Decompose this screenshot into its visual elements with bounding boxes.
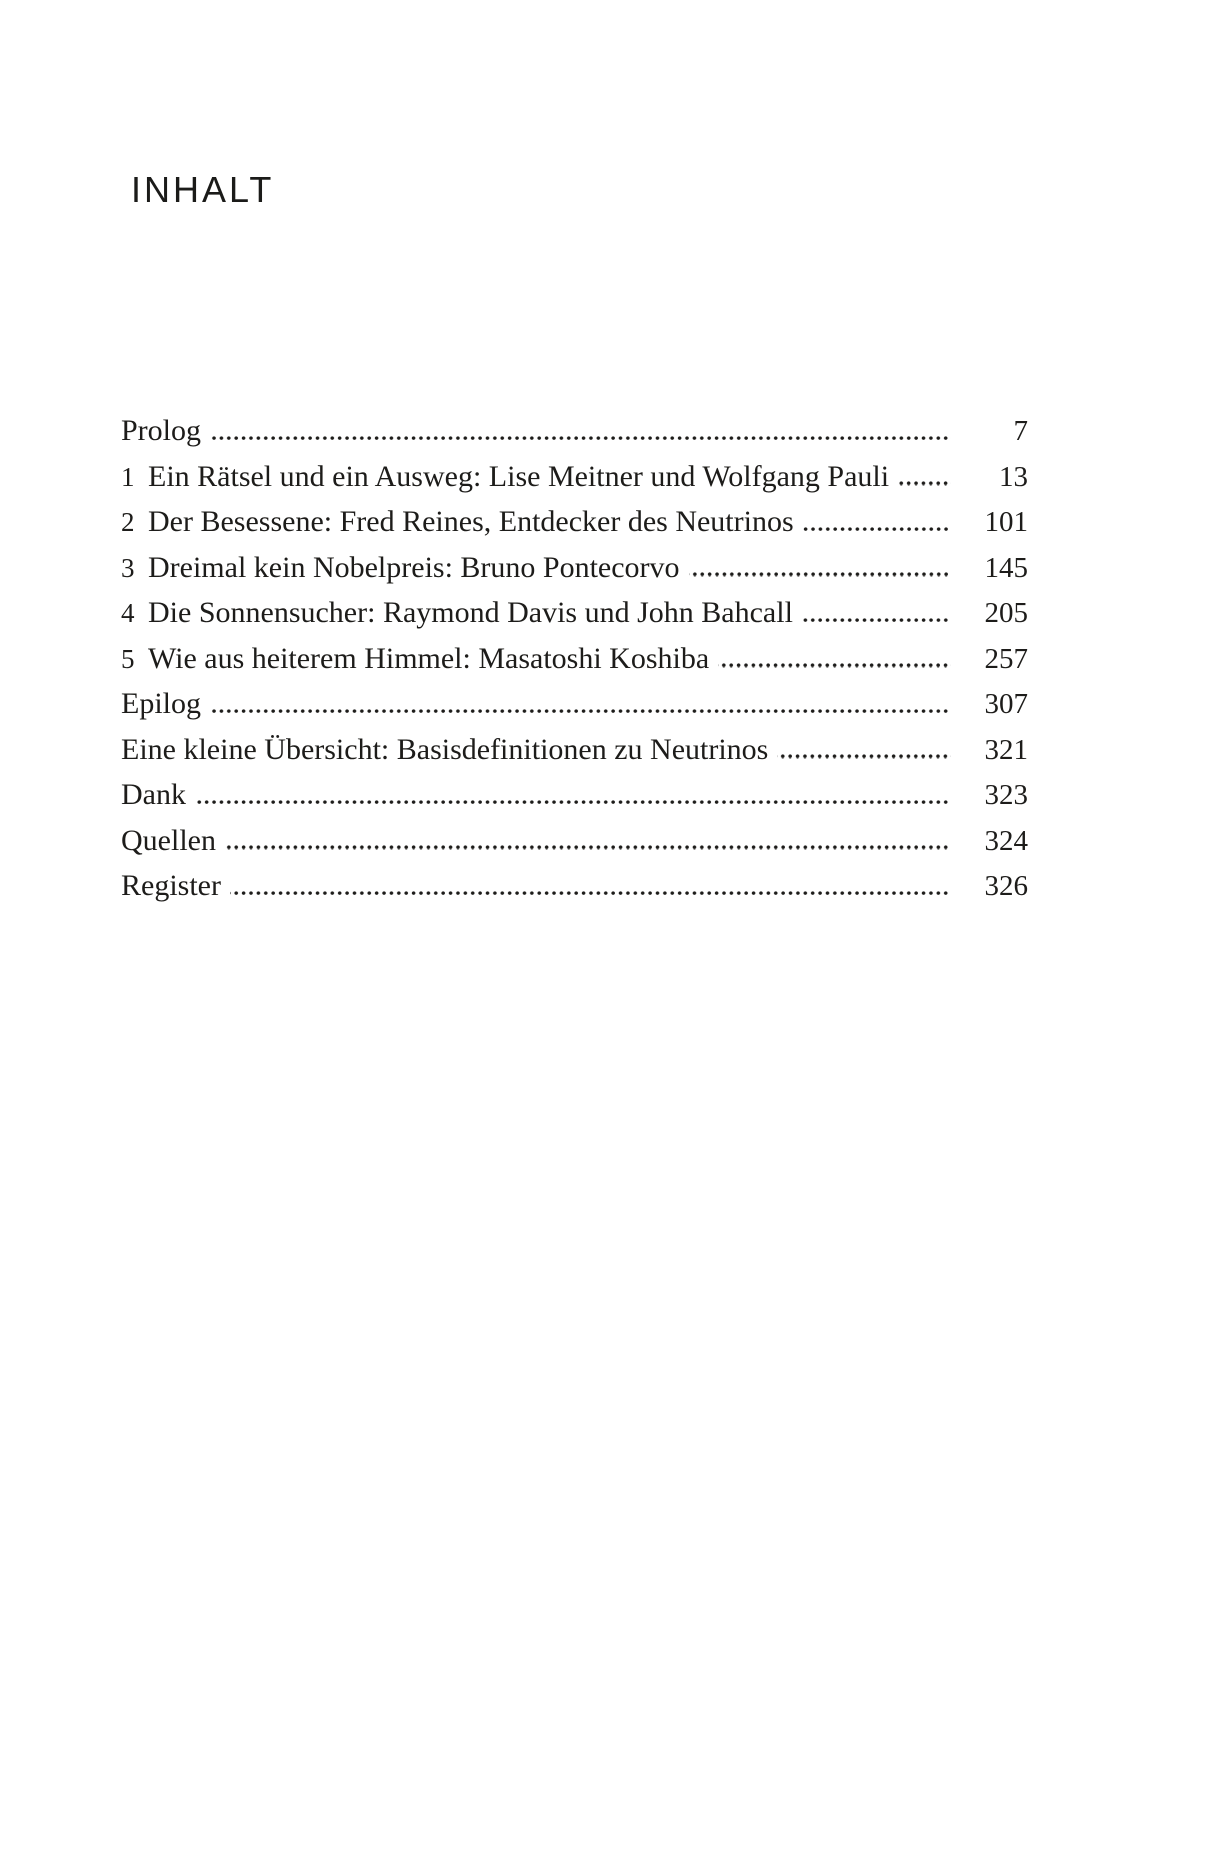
toc-entry (121, 408, 1028, 454)
entry-title: Prolog (121, 414, 202, 447)
entry-title: Ein Rätsel und ein Ausweg: Lise Meitner und Wolfgang Pauli (148, 459, 890, 493)
entry-title: Dreimal kein Nobelpreis: Bruno Pontecorvo (148, 550, 680, 584)
toc-entry (121, 772, 1028, 818)
entry-page: 7 (1013, 415, 1028, 447)
dot-leader (689, 572, 951, 576)
toc-entry (121, 818, 1028, 864)
entry-title: Die Sonnensucher: Raymond Davis und John Bahcall (148, 596, 793, 629)
toc-entry (121, 636, 1028, 682)
toc-entry (121, 863, 1028, 909)
toc-entry (121, 454, 1028, 500)
entry-number: 5 (121, 643, 135, 674)
entry-number: 4 (121, 598, 135, 628)
dot-leader (210, 709, 951, 713)
entry-title: Der Besessene: Fred Reines, Entdecker des Neutrinos (148, 505, 794, 538)
dot-leader (777, 754, 951, 758)
entry-page: 101 (984, 506, 1028, 538)
dot-leader (210, 436, 951, 440)
entry-page: 13 (999, 460, 1028, 493)
toc-entry (121, 727, 1028, 773)
entry-title: Register (121, 869, 221, 902)
entry-title: Eine kleine Übersicht: Basisdefinitionen zu Neutrinos (121, 732, 769, 766)
dot-leader (225, 845, 951, 849)
toc-entry (121, 681, 1028, 727)
entry-page: 323 (984, 779, 1028, 811)
entry-number: 3 (121, 552, 135, 583)
entry-page: 326 (984, 870, 1028, 902)
entry-page: 324 (984, 824, 1028, 857)
toc-entry (121, 590, 1028, 636)
entry-page: 321 (984, 733, 1028, 766)
dot-leader (230, 891, 951, 895)
toc-entry (121, 545, 1028, 591)
toc-entry (121, 499, 1028, 545)
entry-page: 145 (984, 551, 1028, 584)
dot-leader (803, 527, 951, 531)
entry-title: Wie aus heiterem Himmel: Masatoshi Koshiba (148, 641, 710, 675)
entry-title: Quellen (121, 823, 216, 857)
entry-title: Epilog (121, 687, 201, 720)
entry-number: 2 (121, 507, 135, 537)
dot-leader (802, 618, 951, 622)
entry-title: Dank (121, 778, 186, 811)
toc-list (121, 408, 1028, 909)
dot-leader (718, 663, 951, 667)
entry-page: 307 (984, 688, 1028, 720)
dot-leader (898, 481, 951, 485)
entry-page: 257 (984, 642, 1028, 675)
page-title: INHALT (131, 169, 275, 210)
entry-number: 1 (121, 461, 135, 492)
entry-page: 205 (984, 597, 1028, 629)
dot-leader (195, 800, 951, 804)
